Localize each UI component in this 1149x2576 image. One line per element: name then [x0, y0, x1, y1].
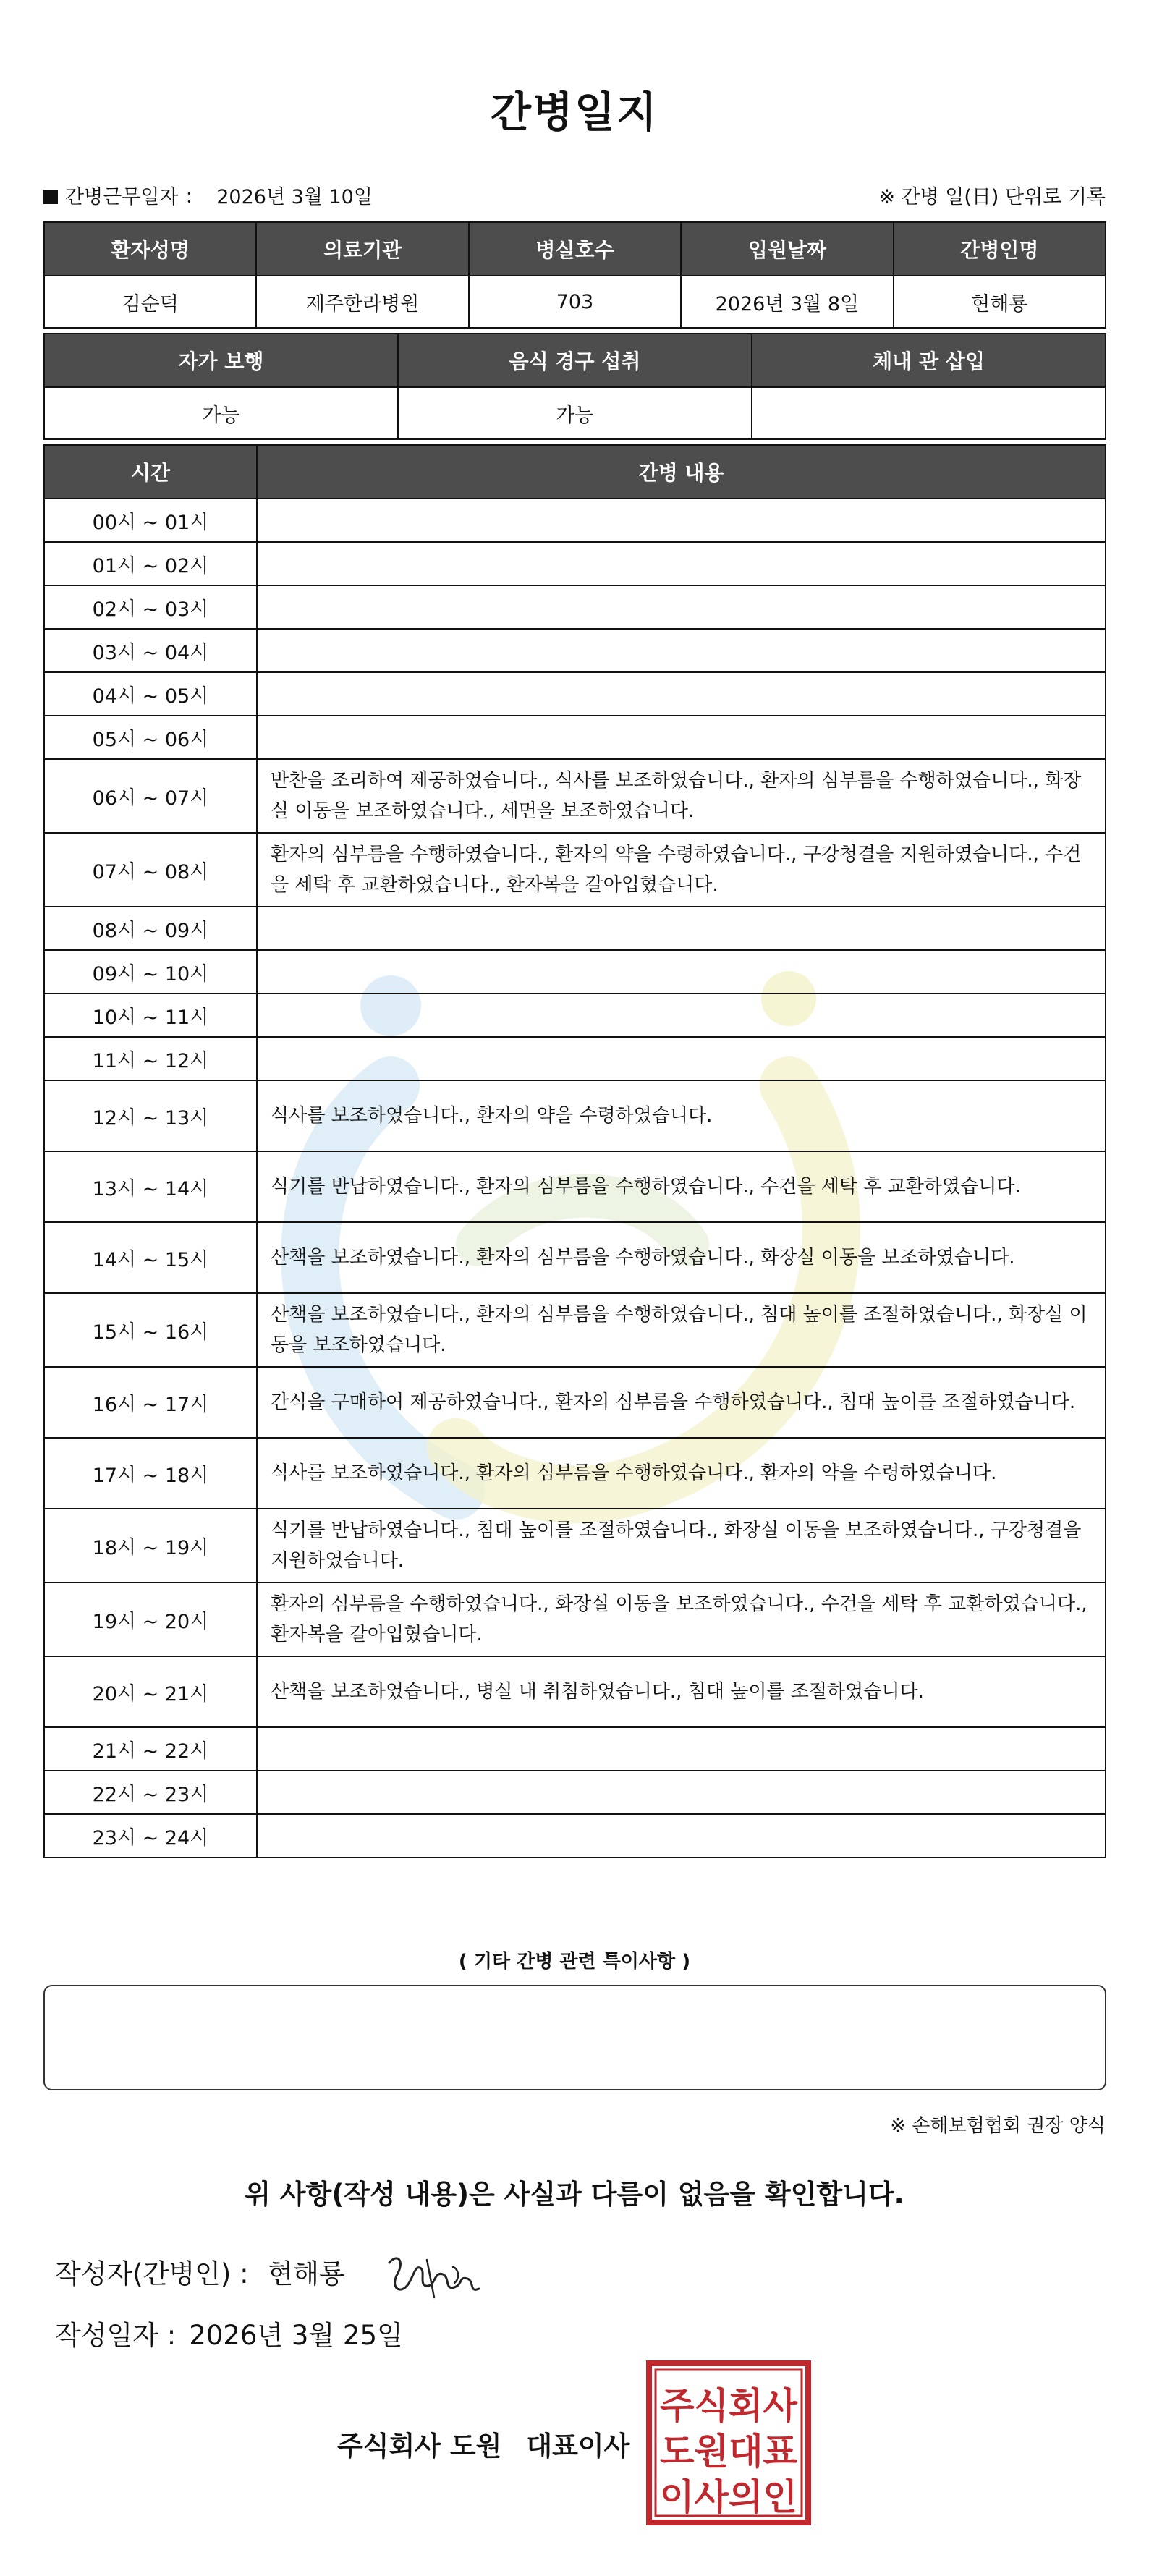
log-content-cell: 산책을 보조하였습니다., 환자의 심부름을 수행하였습니다., 화장실 이동을 보조하였습니다.	[257, 1222, 1106, 1293]
log-row	[44, 1080, 1106, 1151]
signature-icon	[383, 2247, 485, 2305]
log-row	[44, 1222, 1106, 1293]
log-row	[44, 1509, 1106, 1583]
info-header-caregiver: 간병인명	[894, 222, 1106, 276]
log-time-cell: 16시 ~ 17시	[44, 1367, 257, 1438]
remarks-box	[43, 1985, 1106, 2090]
tube-value	[752, 387, 1106, 439]
care-log-table	[43, 444, 1106, 1858]
log-row	[44, 1367, 1106, 1438]
log-content-cell	[257, 1771, 1106, 1814]
log-row	[44, 1293, 1106, 1367]
info-value-row	[44, 276, 1106, 328]
unit-note: ※ 간병 일(日) 단위로 기록	[878, 186, 1106, 208]
confirmation-statement: 위 사항(작성 내용)은 사실과 다름이 없음을 확인합니다.	[245, 2179, 904, 2210]
log-time-cell: 09시 ~ 10시	[44, 950, 257, 993]
log-row	[44, 1727, 1106, 1771]
work-date	[43, 181, 373, 209]
log-row	[44, 1151, 1106, 1222]
oral-intake-value: 가능	[398, 387, 752, 439]
log-header-time: 시간	[44, 445, 257, 499]
log-content-cell	[257, 993, 1106, 1037]
square-bullet-icon	[43, 190, 58, 204]
log-row	[44, 499, 1106, 542]
log-time-cell: 20시 ~ 21시	[44, 1656, 257, 1727]
company-seal-icon	[646, 2360, 811, 2525]
log-row	[44, 1438, 1106, 1509]
log-time-cell: 18시 ~ 19시	[44, 1509, 257, 1583]
admission-date-value: 2026년 3월 8일	[681, 276, 893, 328]
log-row	[44, 716, 1106, 759]
status-header-row	[44, 334, 1106, 387]
log-content-cell: 식사를 보조하였습니다., 환자의 심부름을 수행하였습니다., 환자의 약을 수령하였습니다.	[257, 1438, 1106, 1509]
log-content-cell: 환자의 심부름을 수행하였습니다., 환자의 약을 수령하였습니다., 구강청결을 지원하였습니다., 수건을 세탁 후 교환하였습니다., 환자복을 갈아입혔습니다.	[257, 833, 1106, 907]
info-header-hospital: 의료기관	[256, 222, 468, 276]
log-row	[44, 993, 1106, 1037]
status-header-tube: 체내 관 삽입	[752, 334, 1106, 387]
log-row	[44, 950, 1106, 993]
log-time-cell: 12시 ~ 13시	[44, 1080, 257, 1151]
page-title: 간병일지	[490, 88, 659, 137]
info-header-row	[44, 222, 1106, 276]
log-time-cell: 04시 ~ 05시	[44, 672, 257, 716]
company-line	[337, 2424, 629, 2463]
log-content-cell	[257, 1814, 1106, 1857]
log-time-cell: 14시 ~ 15시	[44, 1222, 257, 1293]
log-time-cell: 23시 ~ 24시	[44, 1814, 257, 1857]
log-content-cell: 식기를 반납하였습니다., 환자의 심부름을 수행하였습니다., 수건을 세탁 후 교환하였습니다.	[257, 1151, 1106, 1222]
log-content-cell: 환자의 심부름을 수행하였습니다., 화장실 이동을 보조하였습니다., 수건을 세탁 후 교환하였습니다., 환자복을 갈아입혔습니다.	[257, 1583, 1106, 1656]
seal-line-3: 이사의인	[660, 2476, 797, 2518]
writer-label: 작성자(간병인) :	[55, 2258, 249, 2289]
log-time-cell: 01시 ~ 02시	[44, 542, 257, 585]
log-row	[44, 672, 1106, 716]
log-time-cell: 17시 ~ 18시	[44, 1438, 257, 1509]
written-date-value: 2026년 3월 25일	[189, 2320, 403, 2351]
written-date-label: 작성일자 :	[55, 2320, 177, 2351]
log-content-cell: 간식을 구매하여 제공하였습니다., 환자의 심부름을 수행하였습니다., 침대 높이를 조절하였습니다.	[257, 1367, 1106, 1438]
patient-status-table	[43, 333, 1106, 440]
log-row	[44, 759, 1106, 833]
log-time-cell: 13시 ~ 14시	[44, 1151, 257, 1222]
representative-title: 대표이사	[526, 2431, 630, 2462]
log-content-cell	[257, 672, 1106, 716]
company-name: 주식회사 도원	[337, 2431, 502, 2462]
walking-value: 가능	[44, 387, 398, 439]
form-note: ※ 손해보험협회 권장 양식	[890, 2115, 1106, 2137]
hospital-value: 제주한라병원	[256, 276, 468, 328]
log-time-cell: 19시 ~ 20시	[44, 1583, 257, 1656]
log-content-cell: 산책을 보조하였습니다., 환자의 심부름을 수행하였습니다., 침대 높이를 조절하였습니다., 화장실 이동을 보조하였습니다.	[257, 1293, 1106, 1367]
seal-line-1: 주식회사	[660, 2385, 798, 2427]
status-value-row	[44, 387, 1106, 439]
log-row	[44, 1656, 1106, 1727]
log-time-cell: 22시 ~ 23시	[44, 1771, 257, 1814]
log-body	[44, 499, 1106, 1857]
log-content-cell	[257, 1727, 1106, 1771]
writer-value: 현해룡	[267, 2258, 345, 2289]
work-date-label: 간병근무일자 ：	[65, 186, 205, 208]
log-content-cell: 반찬을 조리하여 제공하였습니다., 식사를 보조하였습니다., 환자의 심부름을 수행하였습니다., 화장실 이동을 보조하였습니다., 세면을 보조하였습니다.	[257, 759, 1106, 833]
remarks-title: ( 기타 간병 관련 특이사항 )	[458, 1951, 691, 1973]
log-time-cell: 10시 ~ 11시	[44, 993, 257, 1037]
log-content-cell	[257, 499, 1106, 542]
log-time-cell: 21시 ~ 22시	[44, 1727, 257, 1771]
log-content-cell	[257, 1037, 1106, 1080]
patient-name-value: 김순덕	[44, 276, 256, 328]
log-content-cell	[257, 629, 1106, 672]
log-row	[44, 907, 1106, 950]
log-time-cell: 00시 ~ 01시	[44, 499, 257, 542]
log-row	[44, 542, 1106, 585]
log-time-cell: 06시 ~ 07시	[44, 759, 257, 833]
log-time-cell: 11시 ~ 12시	[44, 1037, 257, 1080]
log-content-cell: 식기를 반납하였습니다., 침대 높이를 조절하였습니다., 화장실 이동을 보조하였습니다., 구강청결을 지원하였습니다.	[257, 1509, 1106, 1583]
log-content-cell: 식사를 보조하였습니다., 환자의 약을 수령하였습니다.	[257, 1080, 1106, 1151]
status-header-walking: 자가 보행	[44, 334, 398, 387]
patient-info-table	[43, 221, 1106, 329]
log-content-cell	[257, 542, 1106, 585]
caregiver-value: 현해룡	[894, 276, 1106, 328]
seal-line-2: 도원대표	[660, 2431, 798, 2473]
log-time-cell: 07시 ~ 08시	[44, 833, 257, 907]
log-content-cell: 산책을 보조하였습니다., 병실 내 취침하였습니다., 침대 높이를 조절하였습니다.	[257, 1656, 1106, 1727]
room-value: 703	[469, 276, 681, 328]
log-time-cell: 05시 ~ 06시	[44, 716, 257, 759]
work-date-value: 2026년 3월 10일	[216, 186, 373, 208]
status-header-oral-intake: 음식 경구 섭취	[398, 334, 752, 387]
written-date-line	[55, 2313, 403, 2352]
log-header-row	[44, 445, 1106, 499]
log-content-cell	[257, 716, 1106, 759]
log-header-content: 간병 내용	[257, 445, 1106, 499]
info-header-room: 병실호수	[469, 222, 681, 276]
log-row	[44, 1583, 1106, 1656]
log-time-cell: 15시 ~ 16시	[44, 1293, 257, 1367]
log-time-cell: 03시 ~ 04시	[44, 629, 257, 672]
info-header-patient-name: 환자성명	[44, 222, 256, 276]
log-time-cell: 08시 ~ 09시	[44, 907, 257, 950]
log-row	[44, 1037, 1106, 1080]
log-row	[44, 585, 1106, 629]
writer-line	[55, 2252, 345, 2291]
info-header-admission-date: 입원날짜	[681, 222, 893, 276]
log-time-cell: 02시 ~ 03시	[44, 585, 257, 629]
log-row	[44, 629, 1106, 672]
log-content-cell	[257, 950, 1106, 993]
log-row	[44, 1771, 1106, 1814]
log-row	[44, 833, 1106, 907]
log-content-cell	[257, 907, 1106, 950]
log-content-cell	[257, 585, 1106, 629]
log-row	[44, 1814, 1106, 1857]
